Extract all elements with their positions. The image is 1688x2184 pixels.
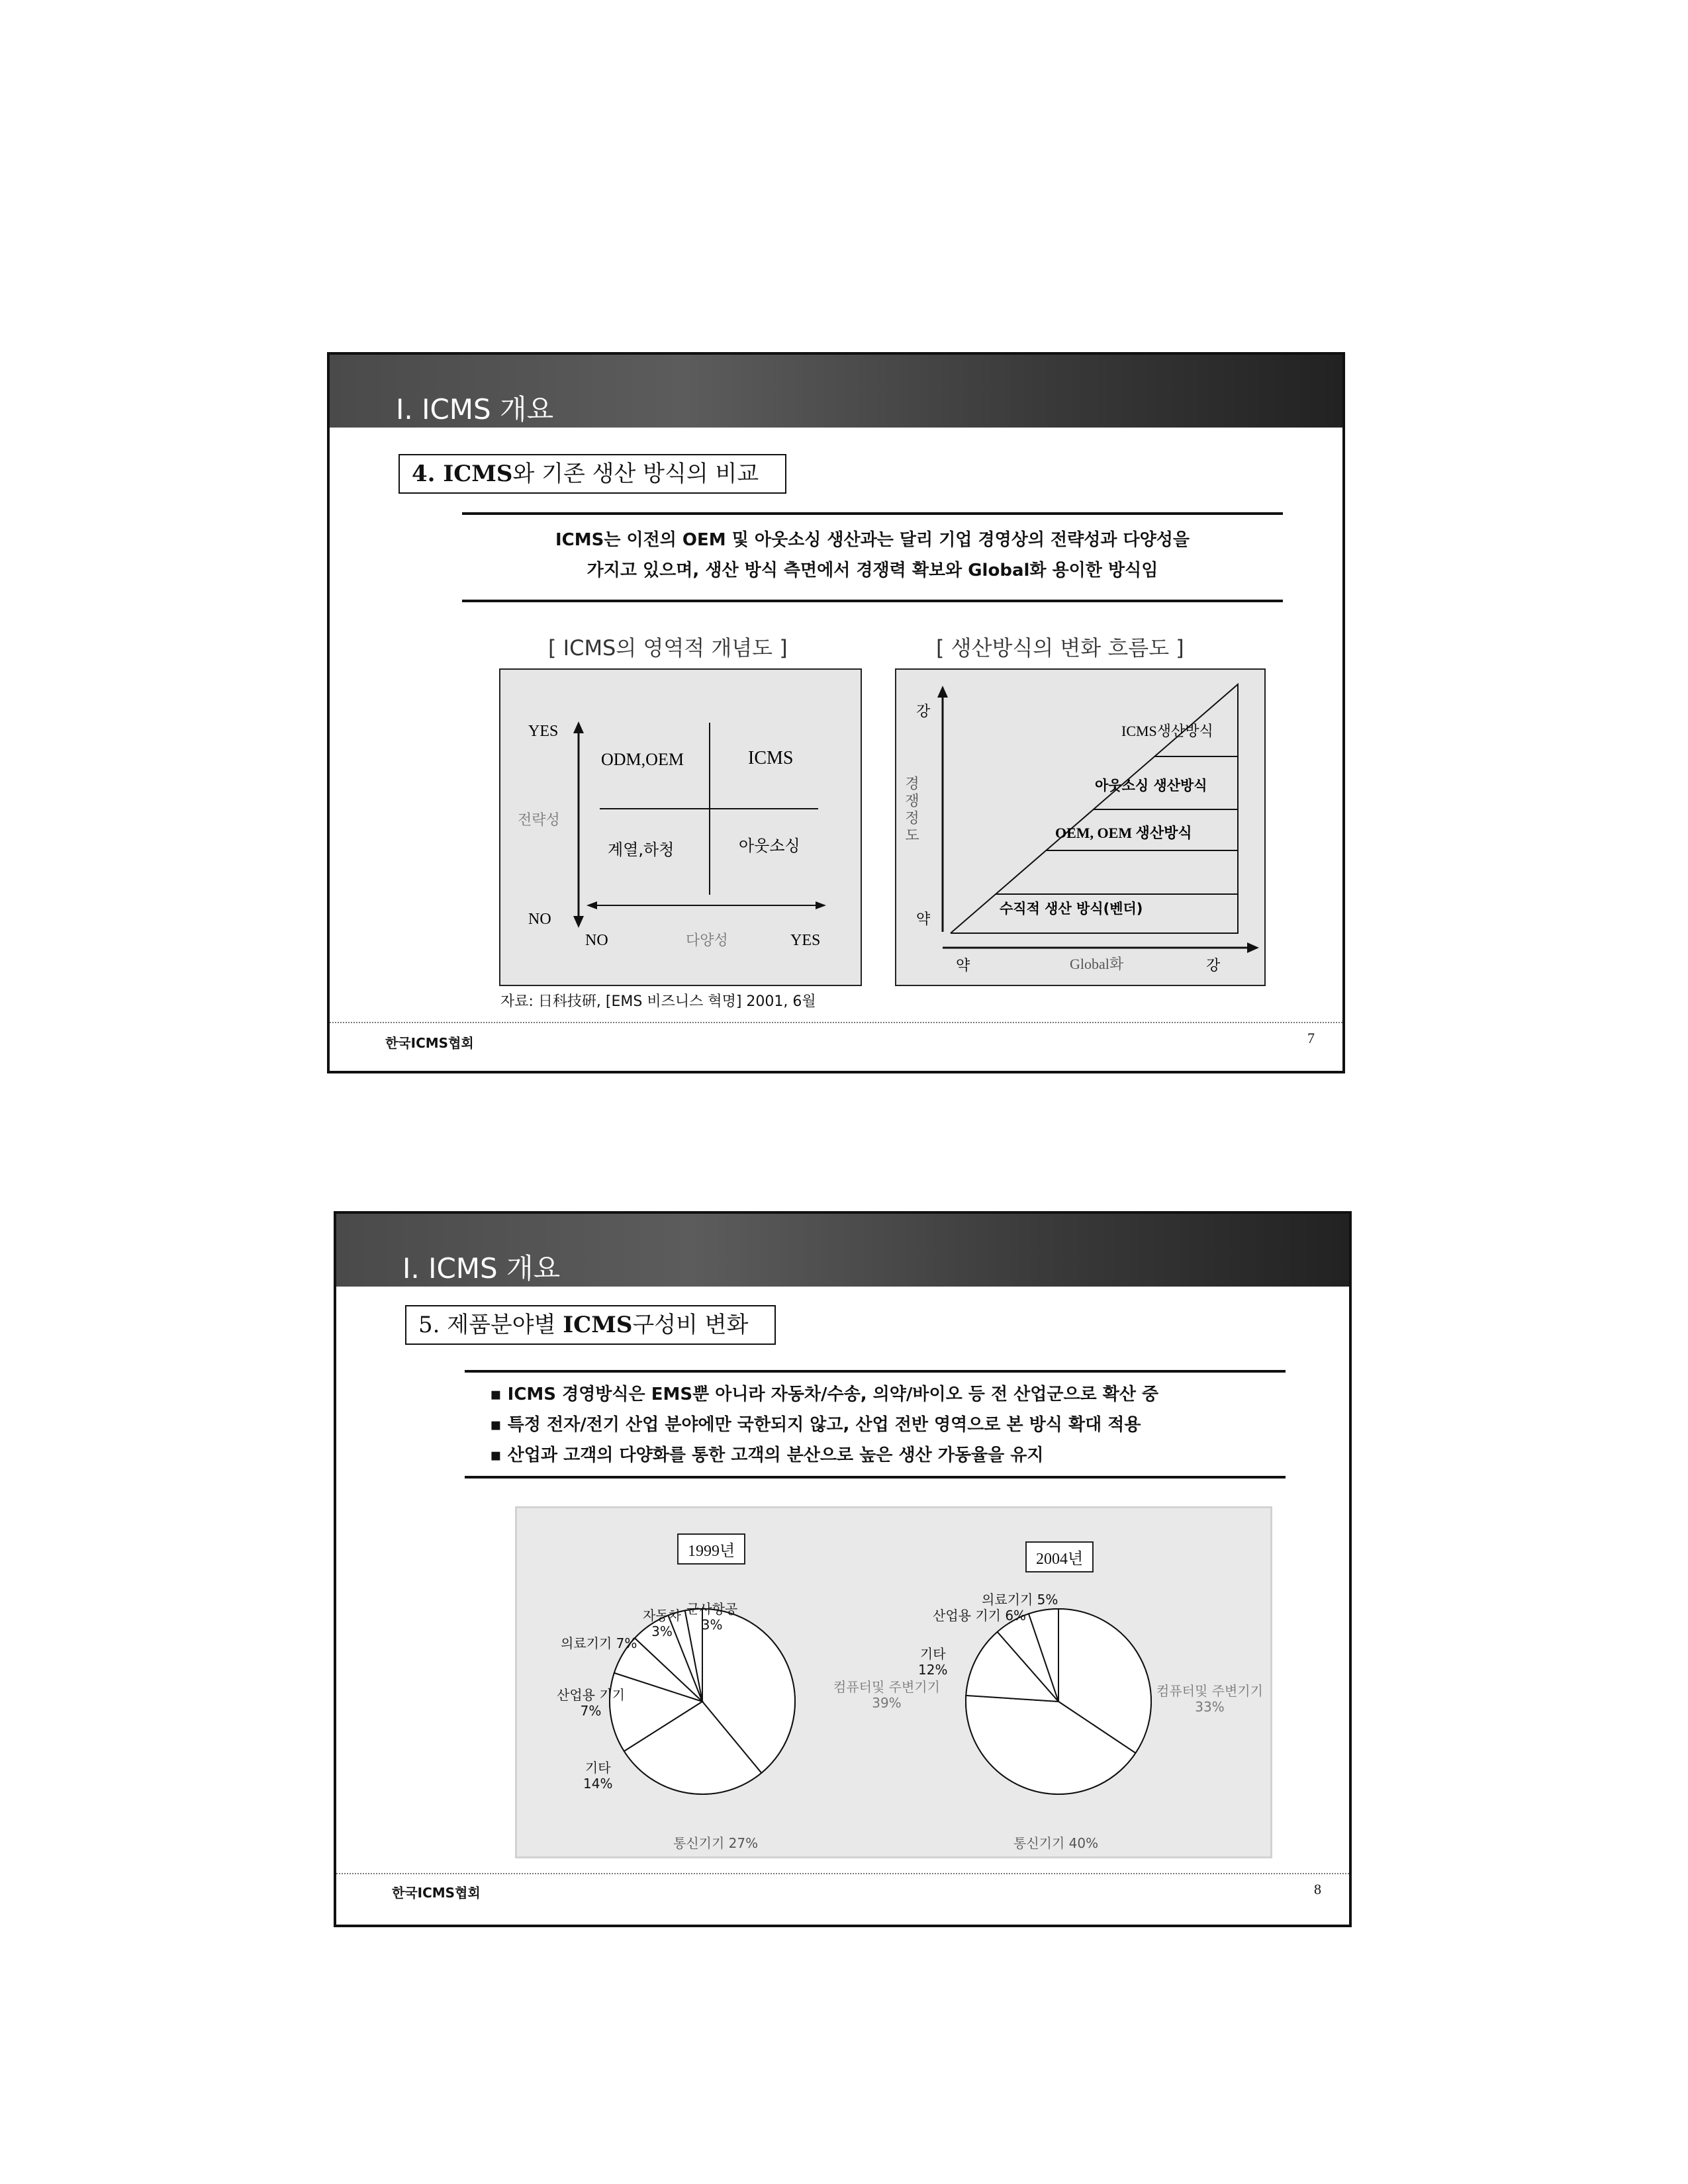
footer-organization: 한국ICMS협회 [385,1035,474,1051]
subtitle-number: 5. 제품분야별 [418,1312,563,1338]
pie1999-label-military: 군사항공 3% [686,1601,738,1633]
quadrant-affiliate: 계열,하청 [608,841,675,859]
pie2004-label-industrial: 산업용 기기 6% [933,1608,1027,1623]
flow-x-title: Global화 [1070,956,1124,972]
pie1999-label-medical: 의료기기 7% [561,1635,637,1651]
intro-bottom-rule [462,600,1283,602]
pie1999-label-telecom: 통신기기 27% [673,1835,759,1851]
flow-y-arrow-icon [937,686,948,698]
x-arrow-right-icon [816,901,826,909]
pie2004-label-other: 기타 12% [918,1646,948,1678]
pie-charts-panel [515,1506,1272,1858]
x-no-label: NO [585,932,608,949]
footer-organization: 한국ICMS협회 [392,1885,481,1901]
subtitle-number: 4. ICMS [412,461,513,487]
pie-2004-title: 2004년 [1025,1541,1094,1572]
pie2004-label-telecom: 통신기기 40% [1013,1835,1099,1851]
pie1999-label-auto: 자동차 3% [643,1608,681,1639]
slide-header-title: I. ICMS 개요 [396,393,554,426]
page-number: 7 [1307,1030,1315,1046]
pie2004-label-medical: 의료기기 5% [982,1592,1058,1608]
y-axis-title: 전략성 [518,812,560,829]
quadrant-odm-oem: ODM,OEM [601,750,684,769]
quadrant-outsourcing: 아웃소싱 [739,837,800,855]
source-note: 자료: 日科技硏, [EMS 비즈니스 혁명] 2001, 6월 [500,993,816,1010]
pie1999-label-industrial: 산업용 기기 7% [557,1687,625,1719]
slide-7 [327,352,1345,1073]
pie-1999-title: 1999년 [677,1533,745,1565]
bullet-1: ▪ ICMS 경영방식은 EMS뿐 아니라 자동차/수송, 의약/바이오 등 전 산업군으로 확산 중 [490,1385,1159,1404]
x-yes-label: YES [790,932,821,949]
x-arrow-left-icon [586,901,597,909]
subtitle-text: 구성비 변화 [632,1312,749,1338]
right-figure-caption: [ 생산방식의 변화 흐름도 ] [936,635,1184,660]
intro-top-rule [462,512,1283,515]
bullet-3: ▪ 산업과 고객의 다양화를 통한 고객의 분산으로 높은 생산 가동율을 유지 [490,1445,1044,1465]
flow-y-weak: 약 [916,911,931,928]
band-vertical: 수직적 생산 방식(벤더) [1000,901,1143,917]
subtitle-icms: ICMS [563,1312,633,1338]
slide-header-title: I. ICMS 개요 [402,1252,561,1285]
concept-diagram-panel [499,668,862,986]
flow-y-strong: 강 [916,704,931,720]
x-axis-title: 다양성 [686,933,728,949]
slide-header-bar [330,355,1342,428]
y-arrow-down-icon [573,916,584,928]
bullet-2: ▪ 특정 전자/전기 산업 분야에만 국한되지 않고, 산업 전반 영역으로 본 방식 확대 적용 [490,1415,1141,1435]
slide-8 [334,1211,1352,1927]
footer-divider [330,1022,1342,1023]
intro-line-2: 가지고 있으며, 생산 방식 측면에서 경쟁력 확보와 Global화 용이한 방식임 [586,561,1158,580]
bullets-top-rule [465,1370,1286,1373]
y-yes-label: YES [528,723,559,740]
pie-2004 [966,1609,1151,1794]
flow-x-weak: 약 [956,958,970,974]
bullets-bottom-rule [465,1476,1286,1479]
concept-diagram [500,670,861,985]
section-subtitle [399,454,786,494]
band-oem: OEM, OEM 생산방식 [1055,825,1192,841]
footer-divider [336,1873,1349,1874]
flow-diagram-panel [895,668,1266,986]
band-icms: ICMS생산방식 [1121,723,1213,739]
subtitle-text: 와 기존 생산 방식의 비교 [512,461,759,487]
left-figure-caption: [ ICMS의 영역적 개념도 ] [548,635,788,660]
section-subtitle [405,1305,776,1345]
flow-y-title: 경쟁정도 [902,776,919,844]
y-no-label: NO [528,911,551,928]
pie1999-label-other: 기타 14% [583,1760,613,1792]
intro-line-1: ICMS는 이전의 OEM 및 아웃소싱 생산과는 달리 기업 경영상의 전략성과 다양성을 [555,530,1190,550]
flow-diagram [896,670,1264,985]
flow-x-strong: 강 [1206,958,1221,974]
pie-1999 [610,1609,795,1794]
flow-x-arrow-icon [1247,942,1259,953]
y-arrow-up-icon [573,721,584,733]
page-number: 8 [1314,1881,1321,1897]
band-outsourcing: 아웃소싱 생산방식 [1095,778,1207,794]
pie1999-label-computer: 컴퓨터및 주변기기 39% [833,1679,940,1711]
quadrant-icms: ICMS [748,748,794,768]
pie2004-label-computer: 컴퓨터및 주변기기 33% [1156,1683,1263,1715]
slide-header-bar [336,1214,1349,1287]
